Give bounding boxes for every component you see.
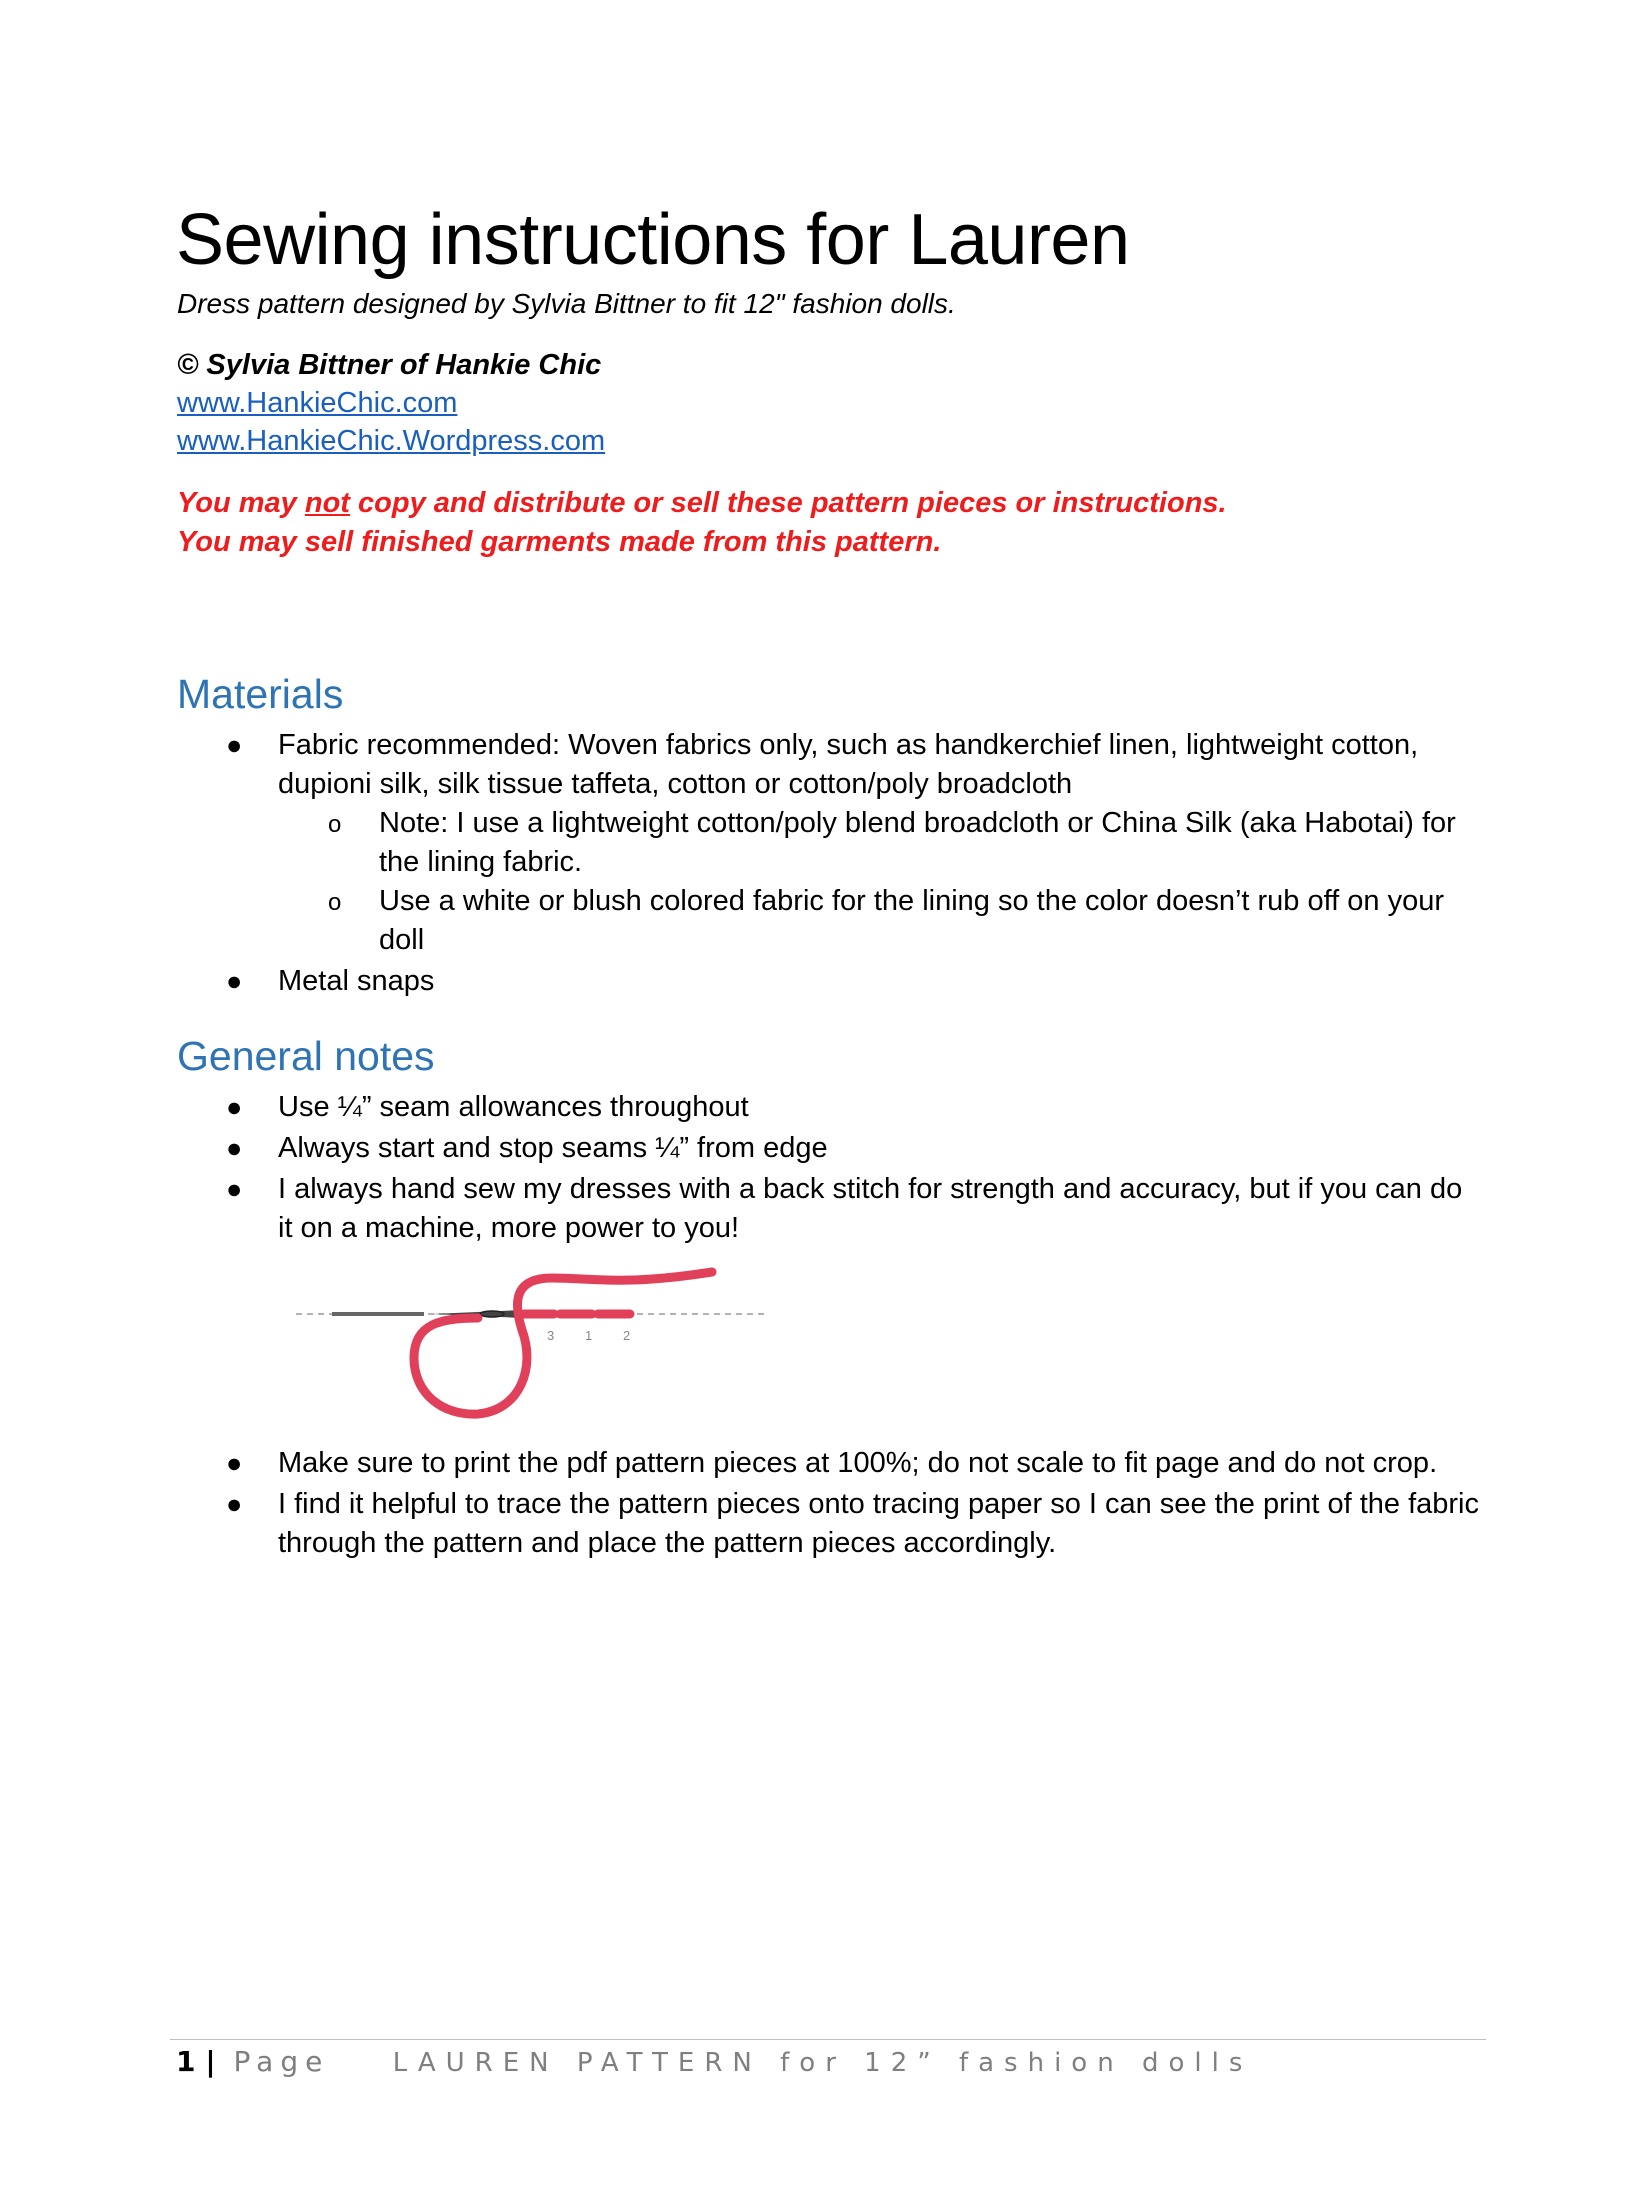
warning-text-post: copy and distribute or sell these pattern pieces or instructions. — [349, 487, 1227, 519]
list-item-text: I always hand sew my dresses with a back stitch for strength and accuracy, but if you can do it on a machine, more power to you! — [278, 1173, 1463, 1244]
copyright-warning-1 — [177, 484, 1227, 522]
bullet-icon: ● — [226, 1489, 243, 1519]
page-word: Page — [233, 2045, 330, 2078]
list-item — [0, 1485, 1650, 1563]
list-item — [278, 804, 1480, 882]
list-item-text: Metal snaps — [278, 965, 435, 997]
materials-sublist — [278, 804, 1480, 960]
list-item — [0, 1129, 1650, 1168]
list-item-text: Use ¼” seam allowances throughout — [278, 1091, 749, 1123]
page-footer — [176, 2044, 1252, 2081]
bullet-icon: ● — [226, 966, 243, 996]
list-item — [0, 726, 1650, 960]
stitch-label-2: 2 — [623, 1328, 631, 1343]
footer-doc-title: LAUREN PATTERN for 12” fashion dolls — [392, 2048, 1253, 2078]
document-subtitle: Dress pattern designed by Sylvia Bittner to fit 12" fashion dolls. — [177, 288, 956, 319]
list-item — [278, 882, 1480, 960]
list-item — [0, 1444, 1650, 1483]
list-item-text: I find it helpful to trace the pattern pieces onto tracing paper so I can see the print of the fabric through the pattern and place the pattern pieces accordingly. — [278, 1488, 1479, 1559]
stitch-label-1: 1 — [585, 1328, 593, 1343]
link-hankiechic-wordpress[interactable]: www.HankieChic.Wordpress.com — [177, 425, 606, 457]
bullet-icon: ● — [226, 1448, 243, 1478]
sub-bullet-icon: o — [328, 811, 342, 838]
list-item-text: Note: I use a lightweight cotton/poly blend broadcloth or China Silk (aka Habotai) for the lining fabric. — [379, 807, 1456, 878]
general-notes-list-continued — [0, 1444, 1650, 1565]
materials-heading: Materials — [177, 671, 344, 717]
list-item-text: Fabric recommended: Woven fabrics only, such as handkerchief linen, lightweight cotton, dupioni silk, silk tissue taffeta, cotton or cotton/poly broadcloth — [278, 729, 1419, 800]
document-title: Sewing instructions for Lauren — [176, 200, 1130, 280]
materials-list — [0, 726, 1650, 1003]
stitch-label-3: 3 — [547, 1328, 555, 1343]
footer-separator: | — [205, 2045, 217, 2078]
list-item-text: Make sure to print the pdf pattern pieces at 100%; do not scale to fit page and do not crop. — [278, 1447, 1438, 1479]
list-item-text: Always start and stop seams ¼” from edge — [278, 1132, 828, 1164]
footer-divider — [170, 2039, 1486, 2040]
copyright-line: © Sylvia Bittner of Hankie Chic — [177, 349, 602, 381]
list-item — [0, 962, 1650, 1001]
sub-bullet-icon: o — [328, 889, 342, 916]
copyright-warning-2: You may sell finished garments made from this pattern. — [177, 526, 942, 558]
list-item — [0, 1170, 1650, 1248]
warning-text-pre: You may — [177, 487, 305, 519]
bullet-icon: ● — [226, 1174, 243, 1204]
page-number: 1 — [176, 2045, 196, 2078]
list-item — [0, 1088, 1650, 1127]
bullet-icon: ● — [226, 1133, 243, 1163]
general-notes-list — [0, 1088, 1650, 1250]
thread-loop — [414, 1272, 712, 1414]
general-notes-heading: General notes — [177, 1033, 435, 1079]
link-hankiechic[interactable]: www.HankieChic.com — [177, 387, 458, 419]
list-item-text: Use a white or blush colored fabric for the lining so the color doesn’t rub off on your doll — [379, 885, 1444, 956]
back-stitch-illustration — [292, 1258, 772, 1428]
bullet-icon: ● — [226, 730, 243, 760]
bullet-icon: ● — [226, 1092, 243, 1122]
warning-emphasis: not — [304, 487, 350, 519]
